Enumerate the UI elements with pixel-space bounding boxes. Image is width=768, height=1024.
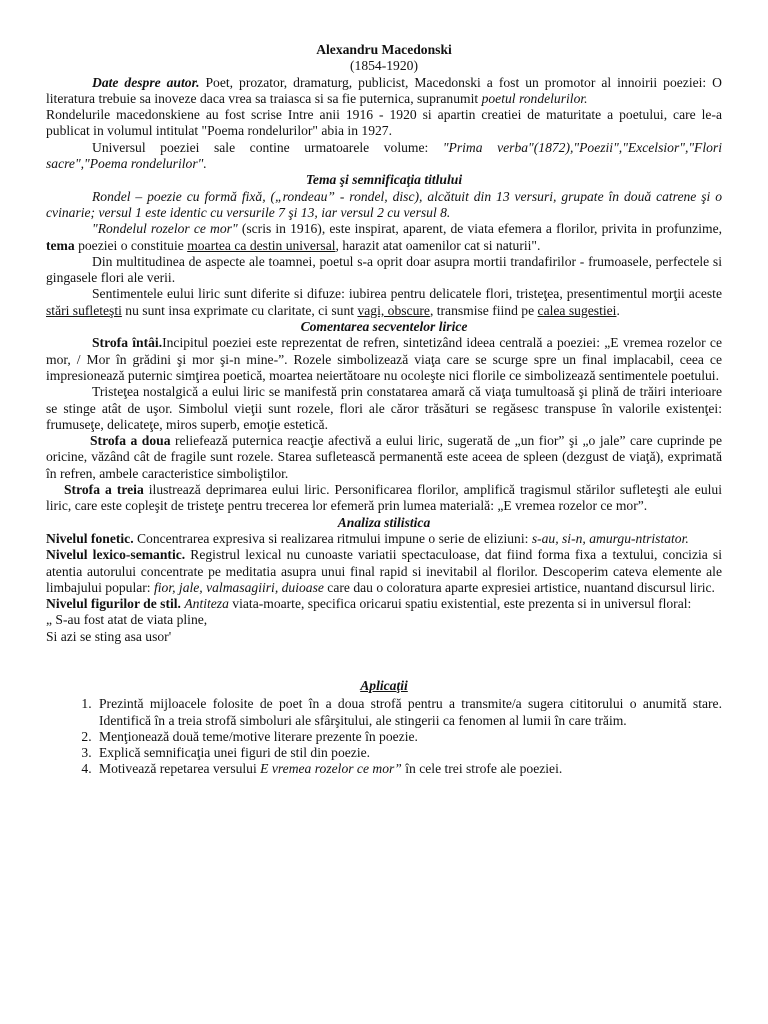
paragraph-text: Concentrarea expresiva si realizarea ritmului impune o serie de eliziuni: bbox=[133, 530, 532, 546]
author-name: Alexandru Macedonski bbox=[316, 42, 452, 57]
lead-date-autor: Date despre autor. bbox=[92, 74, 200, 90]
paragraph-strofa-doua bbox=[46, 433, 722, 482]
author-years: (1854-1920) bbox=[350, 58, 418, 74]
paragraph-text: care dau o coloratura aparte expresiei artistice, nuantand discursul liric. bbox=[323, 579, 715, 595]
paragraph-strofa-treia bbox=[46, 482, 722, 515]
list-item: 1. Prezintă mijloacele folosite de poet în a doua strofă pentru a transmite/a sugera cititorului o anumită stare. Identifică în a treia strofă simboluri ale sfârşitului, ale stingerii ca fenomen al lumii în care trăim. bbox=[95, 696, 722, 729]
elision-examples: s-au, si-n, amurgu-ntristator. bbox=[531, 530, 689, 546]
paragraph-text: Sentimentele eului liric sunt diferite si difuze: iubirea pentru delicatele flori, tristeţea, presentimentul morţii aceste bbox=[92, 286, 722, 302]
paragraph-rondeluri: Rondelurile macedonskiene au fost scrise Intre anii 1916 - 1920 si apartin creatiei de maturitate a poetului, care le-a publicat in volumul intitulat "Poema rondelurilor" abia in 1927. bbox=[46, 107, 722, 139]
verse-line-2: Si azi se sting asa usor' bbox=[46, 628, 172, 644]
section-heading-tema: Tema şi semnificaţia titlului bbox=[305, 172, 463, 188]
paragraph-text: nu sunt insa exprimate cu claritate, ci sunt bbox=[121, 302, 358, 318]
paragraph-sentimente bbox=[46, 286, 722, 319]
paragraph-tristetea: Tristeţea nostalgică a eului liric se manifestă prin constatarea amară că viaţa tumultoasă şi plină de trăiri interioare se stinge atât de uşor. Simbolul vieţii sunt rozele, flori ale căror trăsături se regăsesc transpuse în valorile existenţei: frumuseţe, delicateţe, miros superb, emoţie estetică. bbox=[46, 384, 722, 432]
bold-tema: tema bbox=[46, 237, 75, 253]
paragraph-nivel-fonetic bbox=[46, 531, 722, 547]
list-item-text: în cele trei strofe ale poeziei. bbox=[401, 761, 563, 777]
paragraph-text: Universul poeziei sale contine urmatoarele volume: bbox=[92, 139, 443, 155]
paragraph-nivel-lexico bbox=[46, 547, 722, 596]
popular-words: fior, jale, valmasagiiri, duioase bbox=[153, 579, 324, 595]
list-item-text: Motivează repetarea versului bbox=[99, 761, 261, 777]
section-heading-analiza: Analiza stilistica bbox=[337, 514, 431, 530]
section-heading-comentarea: Comentarea secventelor lirice bbox=[300, 319, 468, 335]
paragraph-text: , harazit atat oamenilor cat si naturii". bbox=[335, 237, 541, 253]
paragraph-text: (scris in 1916), este inspirat, aparent, de viata efemera a florilor, privita in profunzime, bbox=[237, 221, 722, 237]
lead-strofa-treia: Strofa a treia bbox=[64, 482, 144, 498]
paragraph-strofa-intai bbox=[46, 335, 722, 384]
verse-line-1: „ S-au fost atat de viata pline, bbox=[46, 612, 208, 628]
lead-nivel-fonetic: Nivelul fonetic. bbox=[46, 530, 134, 546]
list-item: 3. Explică semnificaţia unei figuri de stil din poezie. bbox=[95, 745, 722, 761]
paragraph-text: ilustrează deprimarea eului liric. Personificarea florilor, amplifică tragismul stărilor sufleteşti ale eului liric, care este copleşit de tristeţe pentru trecerea lor efemeră prin lumea materială: „E vremea rozelor ce mor”. bbox=[46, 482, 722, 514]
applications-list bbox=[46, 696, 722, 777]
underlined-stari: stări sufleteşti bbox=[46, 302, 122, 318]
applications-title: Aplicaţii bbox=[360, 677, 408, 693]
poem-title-quote: "Rondelul rozelor ce mor" bbox=[92, 221, 238, 237]
paragraph-text: poeziei o constituie bbox=[74, 237, 188, 253]
lead-nivel-figuri: Nivelul figurilor de stil. bbox=[46, 596, 181, 612]
paragraph-text: viata-moarte, specifica oricarui spatiu existential, este prezenta si in universul floral: bbox=[228, 596, 692, 612]
list-item bbox=[95, 761, 722, 777]
paragraph-nivel-figuri bbox=[46, 596, 722, 612]
nickname: poetul rondelurilor. bbox=[481, 90, 588, 106]
paragraph-text: . bbox=[616, 302, 620, 318]
lead-nivel-lexico: Nivelul lexico-semantic. bbox=[46, 547, 186, 563]
lead-strofa-intai: Strofa întâi. bbox=[92, 335, 163, 351]
paragraph-text: , transmise fiind pe bbox=[429, 302, 538, 318]
list-item: 2. Menţionează două teme/motive literare prezente în poezie. bbox=[95, 729, 722, 745]
underlined-calea: calea sugestiei bbox=[537, 302, 617, 318]
paragraph-text: Poet, prozator, dramaturg, publicist, Macedonski a fost un promotor al innoirii poeziei: O literatura trebuie sa inoveze daca vrea sa traiasca si sa fie puternica, supranumit bbox=[46, 74, 722, 106]
italic-antiteza: Antiteza bbox=[184, 596, 229, 612]
underlined-moartea: moartea ca destin universal bbox=[187, 237, 336, 253]
lead-strofa-doua: Strofa a doua bbox=[90, 433, 171, 449]
paragraph-author-info bbox=[46, 75, 722, 108]
paragraph-text: reliefează puternica reacţie afectivă a eului liric, sugerată de „un fior” şi „o jale” care cuprinde pe oricine, văzând cât de fragile sunt rozele. Starea sufletească permanentă este aceea de spleen (dezgust de viaţă), exprimată în refren, ambele caracteristice simboliştilor. bbox=[46, 433, 722, 481]
paragraph-volumes bbox=[46, 140, 722, 173]
refrain-quote: E vremea rozelor ce mor” bbox=[260, 761, 402, 777]
volume-list: "Prima verba"(1872),"Poezii","Excelsior","Flori sacre","Poema rondelurilor". bbox=[46, 139, 722, 172]
paragraph-rondelul-rozelor bbox=[46, 221, 722, 254]
paragraph-text: Incipitul poeziei este reprezentat de refren, sintetizând ideea centrală a poeziei: „E vremea rozelor ce mor, / Mor în grădini şi mor şi-n mine-”. Rozele simbolizează viaţa care se scurge spre un final implacabil, ceea ce impresionează puternic simţirea poetică, moartea neiertătoare nu ocoleşte nici florile ce simbolizează sentimentele poetului. bbox=[46, 335, 722, 383]
paragraph-rondel-definition: Rondel – poezie cu formă fixă, („rondeau” - rondel, disc), alcătuit din 13 versuri, grupate în două catrene şi o cvinarie; versul 1 este identic cu versurile 7 şi 13, iar versul 2 cu versul 8. bbox=[46, 188, 722, 220]
paragraph-aspecte-toamnei: Din multitudinea de aspecte ale toamnei, poetul s-a oprit doar asupra mortii trandafirilor - frumoasele, perfectele si gingasele flori ale verii. bbox=[46, 253, 722, 286]
underlined-vagi: vagi, obscure bbox=[357, 302, 430, 318]
paragraph-text: Registrul lexical nu cunoaste variatii spectaculoase, dat fiind forma fixa a textului, concizia si atentia autorului concentrate pe meditatia asupra unui final rapid si inevitabil al florilor. Descoperim cateva elemente ale limbajului popular: bbox=[46, 547, 723, 595]
